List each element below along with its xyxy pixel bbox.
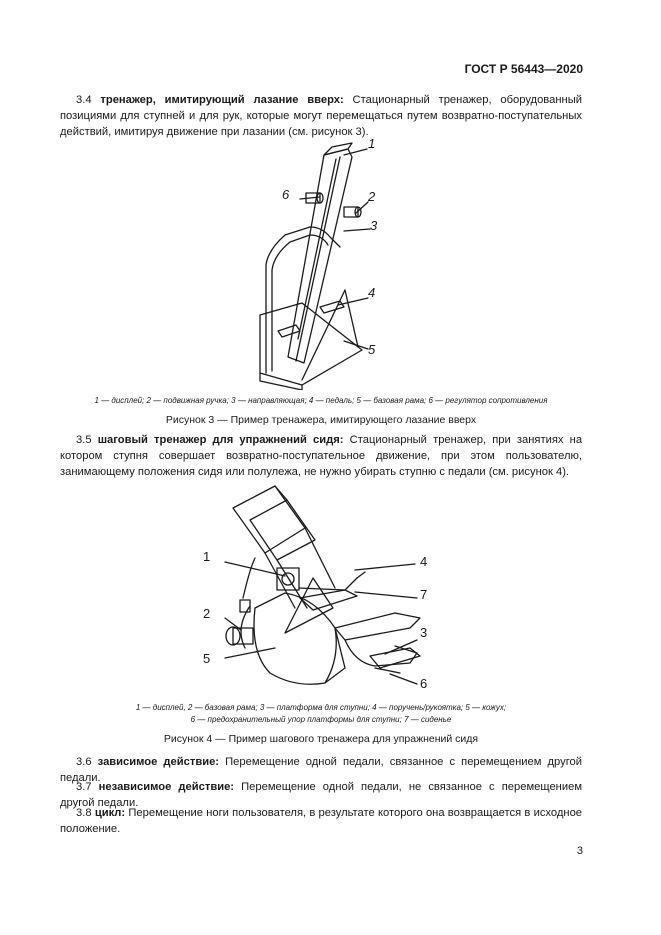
definition-3-4 (60, 92, 582, 140)
legend-line-1: 1 — дисплей, 2 — базовая рама; 3 — платформа для ступни; 4 — поручень/рукоятка; 5 — кожух; (135, 703, 507, 712)
fig4-label-1: 1 (203, 549, 211, 564)
foot-platform (335, 613, 420, 640)
seat-bracket (300, 590, 357, 610)
fig3-label-2: 2 (368, 189, 376, 204)
document-header: ГОСТ Р 56443—2020 (464, 62, 583, 76)
fig4-label-5: 5 (203, 651, 211, 666)
term: тренажер, имитирующий лазание вверх: (100, 94, 344, 106)
fig3-label-4: 4 (368, 285, 376, 300)
fig4-label-2: 2 (203, 606, 211, 621)
fig3-label-3: 3 (370, 218, 378, 233)
clause-number: 3.8 (76, 807, 92, 819)
seat (233, 486, 305, 553)
clause-number: 3.4 (76, 94, 92, 106)
display (324, 143, 352, 155)
figure-4-drawing (195, 478, 445, 703)
guide-column (288, 149, 352, 363)
fig3-label-5: 5 (368, 342, 376, 357)
base-frame (260, 303, 362, 385)
page-number: 3 (576, 845, 583, 857)
definition-text: Перемещение одной педали, не связанное с перемещением другой педали. (60, 781, 583, 809)
fig4-label-4: 4 (420, 554, 428, 569)
pedal (320, 301, 344, 313)
fig4-label-7: 7 (420, 587, 428, 602)
fig4-label-6: 6 (420, 676, 428, 691)
definition-text: Стационарный тренажер, при занятиях на котором ступня совершает возвратно-поступательное движение, при этом пользователю, занимающему положения сидя или полулежа, не нужно убирать ступню с педали (см. рисунок 4). (60, 434, 583, 478)
figure-3-drawing (240, 135, 390, 390)
side-frame (266, 227, 340, 373)
fig3-label-1: 1 (368, 136, 376, 151)
legend-line-2: 6 — предохранительный упор платформы для ступни; 7 — сиденье (190, 715, 452, 724)
display (277, 568, 299, 590)
fig3-label-6: 6 (282, 187, 290, 202)
definition-text: Перемещение одной педали, связанное с перемещением другой педали. (60, 756, 583, 784)
definition-text: Стационарный тренажер, оборудованный позициями для ступней и для рук, которые могут перемещаться путем возвратно-поступательных действий, имитируя движение при лазании (см. рисунок 3). (60, 94, 582, 138)
term: зависимое действие: (97, 756, 220, 768)
term: шаговый тренажер для упражнений сидя: (97, 434, 344, 446)
definition-3-5 (60, 432, 582, 480)
figure-4-caption: Рисунок 4 — Пример шагового тренажера для упражнений сидя (163, 733, 479, 745)
clause-number: 3.6 (76, 756, 92, 768)
term: цикл: (94, 807, 126, 819)
definition-text: Перемещение ноги пользователя, в результате которого она возвращается в исходное положение. (60, 807, 583, 835)
figure-4-legend (60, 702, 582, 726)
definition-3-8 (60, 805, 582, 837)
clause-number: 3.5 (76, 434, 92, 446)
figure-3-legend: 1 — дисплей; 2 — подвижная ручка; 3 — направляющая; 4 — педаль; 5 — базовая рама; 6 — регулятор сопротивления (94, 396, 548, 405)
fig4-label-3: 3 (420, 625, 428, 640)
term: независимое действие: (98, 781, 235, 793)
clause-number: 3.7 (76, 781, 92, 793)
figure-3-caption: Рисунок 3 — Пример тренажера, имитирующего лазание вверх (165, 414, 477, 426)
